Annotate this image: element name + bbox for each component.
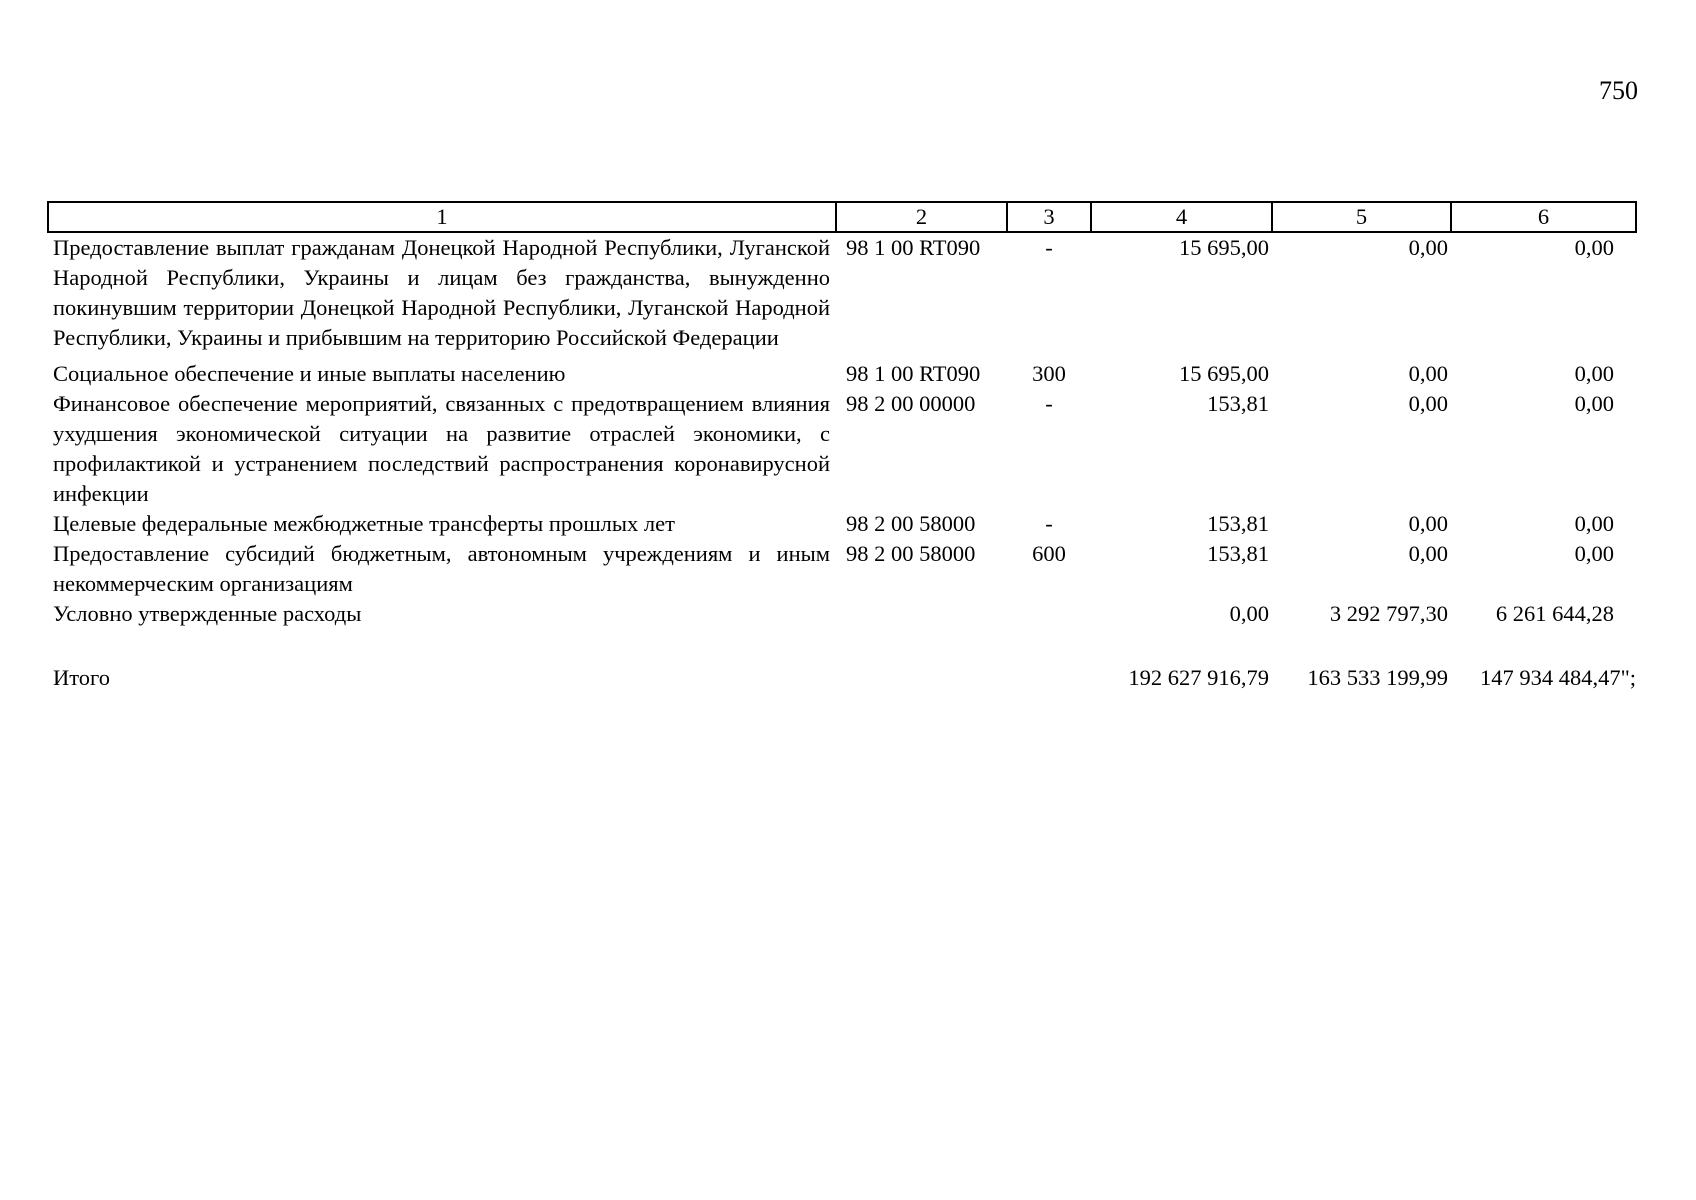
page-number: 750 [1599, 76, 1638, 105]
row-expense-type: - [1045, 235, 1053, 260]
total-amount-year2: 163 533 199,99 [1307, 665, 1448, 690]
row-target-code: 98 2 00 58000 [846, 541, 976, 566]
table-row [48, 509, 1636, 539]
column-header-1: 1 [48, 202, 836, 232]
row-amount-year3: 0,00 [1574, 235, 1614, 260]
table-header-row [48, 202, 1636, 232]
row-amount-year3: 0,00 [1574, 541, 1614, 566]
table-row [48, 599, 1636, 629]
row-amount-year1: 15 695,00 [1179, 235, 1269, 260]
table-row [48, 539, 1636, 599]
row-name: Финансовое обеспечение мероприятий, связанных с предотвращением влияния ухудшения экономической ситуации на развитие отраслей экономики, с профилактикой и устранением последствий распространения коронавирусной инфекции [53, 391, 830, 506]
row-amount-year2: 0,00 [1408, 511, 1448, 536]
row-amount-year2: 0,00 [1408, 361, 1448, 386]
row-name: Предоставление субсидий бюджетным, автономным учреждениям и иным некоммерческим организациям [53, 541, 830, 596]
row-amount-year1: 15 695,00 [1179, 361, 1269, 386]
row-target-code: 98 2 00 00000 [846, 391, 976, 416]
total-amount-year1: 192 627 916,79 [1128, 665, 1269, 690]
row-amount-year3: 6 261 644,28 [1495, 601, 1614, 626]
row-expense-type [1007, 599, 1091, 629]
row-amount-year1: 153,81 [1207, 391, 1269, 416]
row-amount-year2: 0,00 [1408, 541, 1448, 566]
row-amount-year1: 153,81 [1207, 511, 1269, 536]
row-target-code: 98 2 00 58000 [846, 511, 976, 536]
budget-table [47, 201, 1637, 693]
column-header-5: 5 [1272, 202, 1451, 232]
total-row [48, 655, 1636, 693]
row-amount-year2: 0,00 [1408, 235, 1448, 260]
total-empty-cell [1007, 655, 1091, 693]
row-expense-type: 600 [1032, 541, 1066, 566]
row-target-code [836, 599, 1007, 629]
row-name: Социальное обеспечение и иные выплаты населению [53, 361, 566, 386]
total-label: Итого [53, 665, 110, 690]
row-amount-year2: 0,00 [1408, 391, 1448, 416]
row-target-code: 98 1 00 RT090 [846, 361, 981, 386]
row-target-code: 98 1 00 RT090 [846, 235, 981, 260]
table-spacer-row [48, 629, 1636, 655]
row-expense-type: - [1045, 391, 1053, 416]
row-amount-year2: 3 292 797,30 [1329, 601, 1448, 626]
row-name: Предоставление выплат гражданам Донецкой Народной Республики, Луганской Народной Республики, Украины и лицам без гражданства, вынужденно покинувшим территории Донецкой Народной Республики, Луганской Народной Республики, Украины и прибывшим на территорию Российской Федерации [53, 235, 830, 350]
total-amount-year3: 147 934 484,47"; [1479, 665, 1636, 690]
row-expense-type: 300 [1032, 361, 1066, 386]
column-header-3: 3 [1007, 202, 1091, 232]
column-header-4: 4 [1091, 202, 1272, 232]
row-amount-year3: 0,00 [1574, 361, 1614, 386]
row-expense-type: - [1045, 511, 1053, 536]
column-header-2: 2 [836, 202, 1007, 232]
spacer-cell [48, 629, 1636, 655]
row-amount-year1: 153,81 [1207, 541, 1269, 566]
table-row [48, 232, 1636, 353]
row-amount-year1: 0,00 [1229, 601, 1269, 626]
table-row [48, 389, 1636, 509]
table-row [48, 353, 1636, 389]
row-name: Целевые федеральные межбюджетные трансферты прошлых лет [53, 511, 675, 536]
row-amount-year3: 0,00 [1574, 391, 1614, 416]
row-amount-year3: 0,00 [1574, 511, 1614, 536]
total-empty-cell [836, 655, 1007, 693]
row-name: Условно утвержденные расходы [53, 601, 362, 626]
column-header-6: 6 [1451, 202, 1636, 232]
